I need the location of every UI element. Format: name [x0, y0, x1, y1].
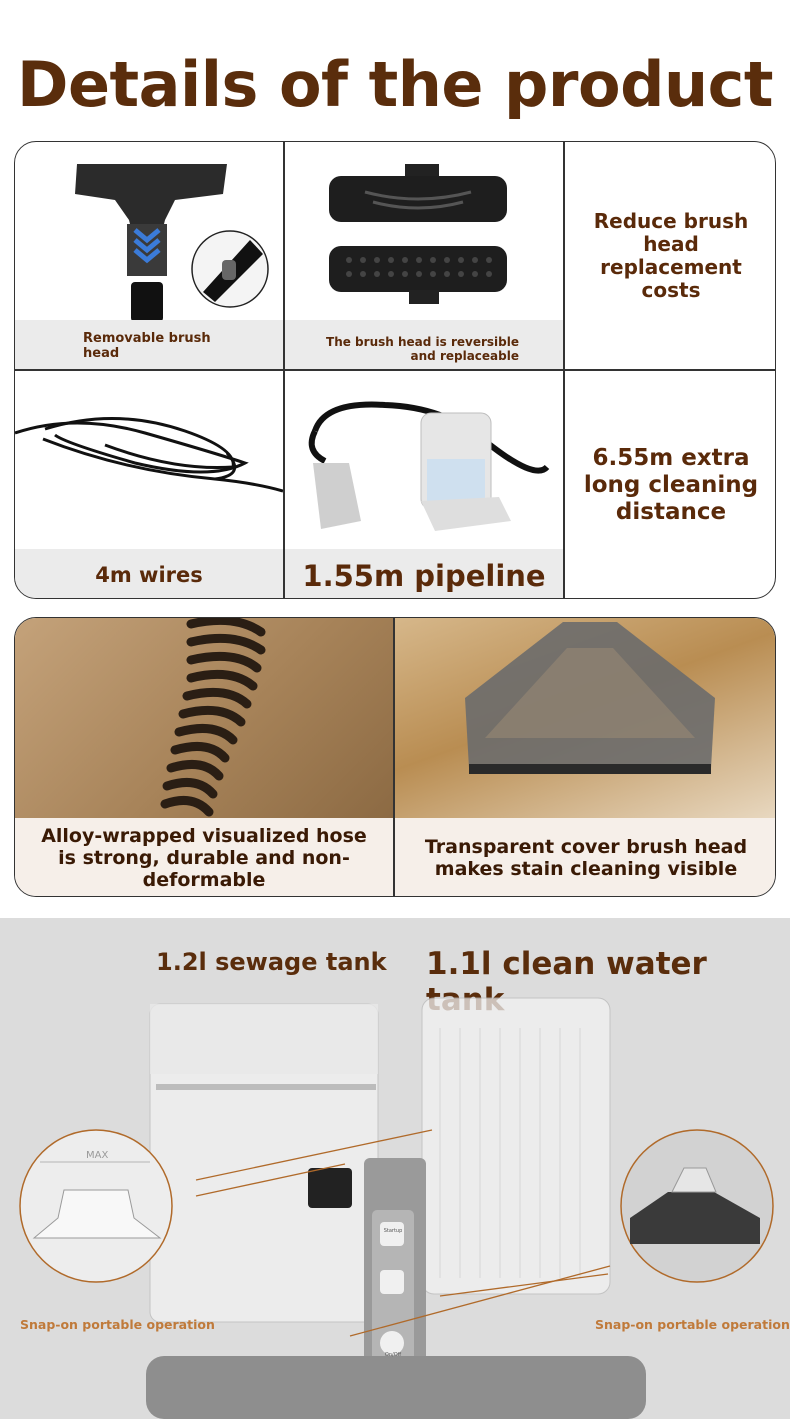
- snap-on-left-label: Snap-on portable operation: [20, 1317, 215, 1332]
- removable-brush-caption: Removable brush head: [83, 331, 211, 361]
- replacement-cost-text: Reduce brush head replacement costs: [593, 208, 749, 302]
- sewage-tank-label: 1.2l sewage tank: [156, 948, 387, 976]
- clean-tank-label: 1.1l clean water: [426, 946, 707, 982]
- tank-section: [0, 918, 790, 1419]
- power-button: On/Off: [384, 1352, 402, 1358]
- hose-caption: Alloy-wrapped visualized hose is strong, durable and non-deformable: [15, 818, 393, 897]
- snap-on-right-label: Snap-on portable operation: [595, 1317, 790, 1332]
- startup-button: Startup: [383, 1228, 403, 1234]
- feature-grid: [14, 141, 776, 599]
- hose-photo: [15, 618, 393, 818]
- brush-cover-photo: [395, 618, 776, 818]
- brush-cover-caption: Transparent cover brush head makes stain cleaning visible: [395, 818, 776, 897]
- pipeline-caption: 1.55m pipeline: [302, 559, 546, 593]
- photo-row: [14, 617, 776, 897]
- cleaning-distance-text: 6.55m extra long cleaning distance: [583, 445, 759, 525]
- reversible-brush-caption: The brush head is reversible and replaceable: [326, 335, 519, 363]
- max-mark: MAX: [86, 1150, 109, 1161]
- wires-caption: 4m wires: [95, 563, 203, 587]
- tanks-illustration: [0, 918, 790, 1419]
- page-title: Details of the product: [16, 48, 773, 121]
